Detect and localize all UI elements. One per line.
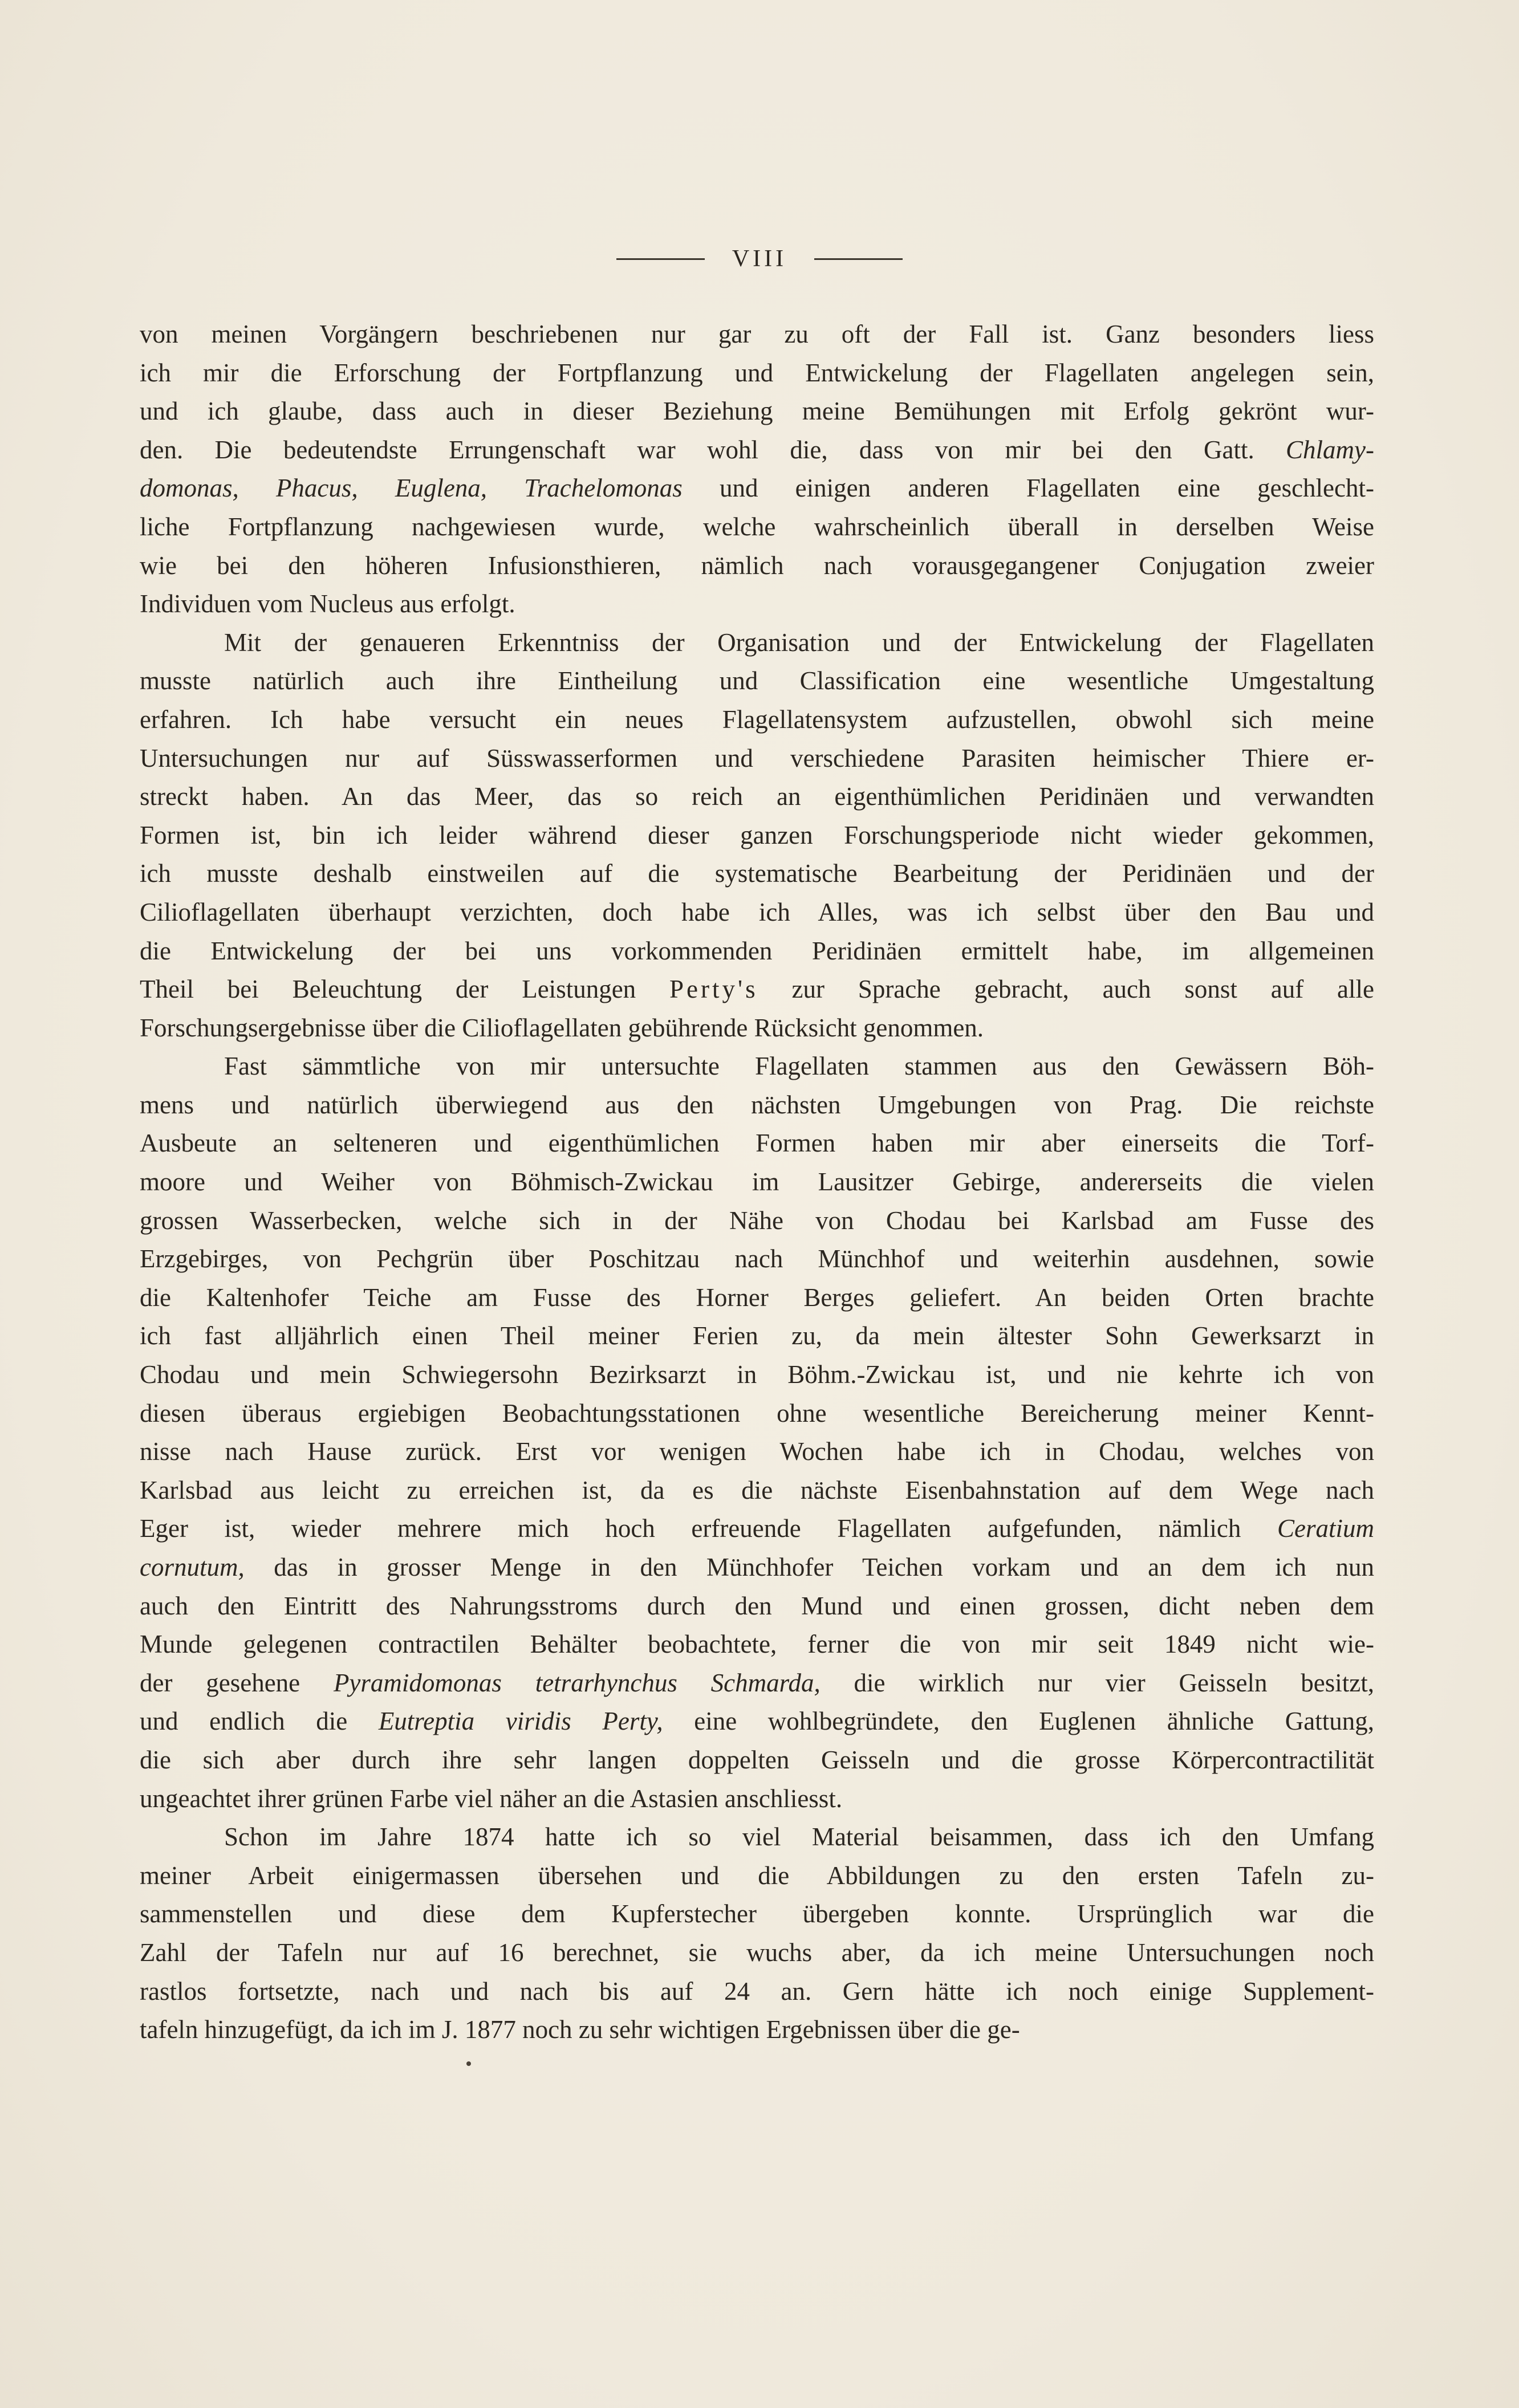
text-run: eine wohlbegründete, den Euglenen ähnliche Gattung, (663, 1707, 1375, 1736)
page-header (0, 245, 1519, 272)
text-run: ich mir die Erforschung der Fortpflanzung und Entwickelung der Flagellaten angelegen sein, (140, 358, 1374, 387)
text-run: musste natürlich auch ihre Eintheilung und Classification eine wesentliche Umgestaltung (140, 666, 1374, 695)
text-run: Eger ist, wieder mehrere mich hoch erfreuende Flagellaten aufgefunden, nämlich (140, 1514, 1277, 1543)
text-line (140, 1510, 1374, 1548)
text-line (140, 1818, 1374, 1857)
text-line (140, 508, 1374, 547)
paragraph (140, 1818, 1374, 2049)
text-run: Untersuchungen nur auf Süsswasserformen und verschiedene Parasiten heimischer Thiere er- (140, 743, 1374, 772)
spaced-name: Perty's (669, 975, 758, 1004)
text-run: der gesehene (140, 1668, 334, 1697)
text-run: zur Sprache gebracht, auch sonst auf alle (758, 975, 1374, 1004)
text-run: die Entwickelung der bei uns vorkommenden Peridinäen ermittelt habe, im allgemeinen (140, 936, 1374, 965)
text-run: Chodau und mein Schwiegersohn Bezirksarzt in Böhm.-Zwickau ist, und nie kehrte ich von (140, 1360, 1374, 1389)
page-number: VIII (732, 246, 787, 272)
text-run: mens und natürlich überwiegend aus den nächsten Umgebungen von Prag. Die reichste (140, 1090, 1374, 1119)
text-line (140, 1664, 1374, 1703)
text-line (140, 855, 1374, 893)
italic-taxon: Ceratium (1277, 1514, 1374, 1543)
text-line (140, 739, 1374, 778)
text-run: Zahl der Tafeln nur auf 16 berechnet, sie wuchs aber, da ich meine Untersuchungen noch (140, 1938, 1374, 1967)
text-run: meiner Arbeit einigermassen übersehen und die Abbildungen zu den ersten Tafeln zu- (140, 1861, 1374, 1890)
text-run: erfahren. Ich habe versucht ein neues Flagellatensystem aufzustellen, obwohl sich meine (140, 705, 1374, 734)
text-run: streckt haben. An das Meer, das so reich an eigenthümlichen Peridinäen und verwandten (140, 782, 1374, 811)
text-line (140, 662, 1374, 701)
text-run: Forschungsergebnisse über die Cilioflagellaten gebührende Rücksicht genommen. (140, 1013, 984, 1042)
text-run: rastlos fortsetzte, nach und nach bis auf 24 an. Gern hätte ich noch einige Supplement- (140, 1976, 1374, 2006)
text-run: Munde gelegenen contractilen Behälter beobachtete, ferner die von mir seit 1849 nicht wie- (140, 1630, 1374, 1659)
text-run: ungeachtet ihrer grünen Farbe viel näher an die Astasien anschliesst. (140, 1784, 843, 1813)
italic-taxon: domonas, Phacus, Euglena, Trachelomonas (140, 474, 683, 503)
text-line (140, 1086, 1374, 1125)
text-run: Mit der genaueren Erkenntniss der Organisation und der Entwickelung der Flagellaten (224, 628, 1374, 657)
italic-taxon: cornutum, (140, 1553, 245, 1581)
text-run: Schon im Jahre 1874 hatte ich so viel Material beisammen, dass ich den Umfang (224, 1823, 1374, 1852)
text-line (140, 1702, 1374, 1741)
text-line (140, 547, 1374, 585)
text-line (140, 1587, 1374, 1626)
text-line (140, 1972, 1374, 2011)
text-run: Individuen vom Nucleus aus erfolgt. (140, 589, 515, 619)
text-run: Erzgebirges, von Pechgrün über Poschitzau nach Münchhof und weiterhin ausdehnen, sowie (140, 1244, 1374, 1274)
text-line (140, 469, 1374, 508)
text-run: auch den Eintritt des Nahrungsstroms durch den Mund und einen grossen, dicht neben dem (140, 1591, 1374, 1620)
text-run: liche Fortpflanzung nachgewiesen wurde, welche wahrscheinlich überall in derselben Weise (140, 512, 1374, 541)
header-rule-right (814, 258, 903, 260)
italic-taxon: Eutreptia viridis Perty, (378, 1707, 663, 1736)
text-run: Formen ist, bin ich leider während dieser ganzen Forschungsperiode nicht wieder gekommen, (140, 820, 1374, 849)
text-line (140, 1279, 1374, 1317)
text-line (140, 315, 1374, 354)
text-line (140, 1163, 1374, 1202)
text-line (140, 1202, 1374, 1240)
ink-speck (466, 2061, 471, 2066)
text-line (140, 1741, 1374, 1780)
text-line (140, 1356, 1374, 1394)
text-run: moore und Weiher von Böhmisch-Zwickau im Lausitzer Gebirge, andererseits die vielen (140, 1168, 1374, 1197)
text-run: den. Die bedeutendste Errungenschaft war wohl die, dass von mir bei den Gatt. (140, 435, 1286, 464)
text-line (140, 816, 1374, 855)
text-line (140, 392, 1374, 431)
text-run: Ausbeute an selteneren und eigenthümlichen Formen haben mir aber einerseits die Torf- (140, 1129, 1374, 1158)
text-run: wie bei den höheren Infusionsthieren, nämlich nach vorausgegangener Conjugation zweier (140, 551, 1374, 580)
text-line (140, 1548, 1374, 1587)
text-line (140, 1625, 1374, 1664)
text-run: und endlich die (140, 1707, 379, 1736)
text-run: die sich aber durch ihre sehr langen doppelten Geisseln und die grosse Körpercontractilität (140, 1745, 1374, 1774)
paragraph (140, 315, 1374, 624)
text-line (140, 932, 1374, 971)
text-line (140, 431, 1374, 470)
text-line (140, 1895, 1374, 1934)
text-run: und einigen anderen Flagellaten eine geschlecht- (682, 474, 1374, 503)
paragraph (140, 1047, 1374, 1818)
text-run: und ich glaube, dass auch in dieser Beziehung meine Bemühungen mit Erfolg gekrönt wur- (140, 397, 1374, 426)
text-line (140, 1009, 1374, 1048)
body-text (140, 315, 1374, 2049)
text-run: Theil bei Beleuchtung der Leistungen (140, 975, 670, 1004)
text-line (140, 1240, 1374, 1279)
text-line (140, 701, 1374, 739)
text-run: die wirklich nur vier Geisseln besitzt, (820, 1668, 1374, 1697)
text-run: ich fast alljährlich einen Theil meiner Ferien zu, da mein ältester Sohn Gewerksarzt in (140, 1321, 1374, 1351)
header-rule-left (616, 258, 705, 260)
text-line (140, 1471, 1374, 1510)
text-run: von meinen Vorgängern beschriebenen nur gar zu oft der Fall ist. Ganz besonders liess (140, 320, 1374, 348)
text-line (140, 893, 1374, 932)
text-run: nisse nach Hause zurück. Erst vor wenigen Wochen habe ich in Chodau, welches von (140, 1437, 1374, 1466)
text-run: das in grosser Menge in den Münchhofer Teichen vorkam und an dem ich nun (244, 1553, 1374, 1581)
text-line (140, 624, 1374, 662)
text-run: tafeln hinzugefügt, da ich im J. 1877 noch zu sehr wichtigen Ergebnissen über die ge- (140, 2015, 1020, 2044)
text-run: die Kaltenhofer Teiche am Fusse des Horner Berges geliefert. An beiden Orten brachte (140, 1283, 1374, 1312)
paragraph (140, 624, 1374, 1048)
text-line (140, 1780, 1374, 1819)
text-line (140, 1433, 1374, 1471)
text-run: Karlsbad aus leicht zu erreichen ist, da es die nächste Eisenbahnstation auf dem Wege nach (140, 1475, 1374, 1504)
text-line (140, 354, 1374, 393)
text-line (140, 1857, 1374, 1896)
italic-taxon: Pyramidomonas tetrarhynchus Schmarda, (333, 1668, 821, 1697)
text-line (140, 970, 1374, 1009)
text-line (140, 585, 1374, 624)
text-run: Fast sämmtliche von mir untersuchte Flagellaten stammen aus den Gewässern Böh- (224, 1052, 1374, 1081)
text-run: diesen überaus ergiebigen Beobachtungsstationen ohne wesentliche Bereicherung meiner Kennt- (140, 1398, 1374, 1427)
text-run: grossen Wasserbecken, welche sich in der Nähe von Chodau bei Karlsbad am Fusse des (140, 1206, 1374, 1235)
text-line (140, 1124, 1374, 1163)
italic-taxon: Chlamy- (1286, 435, 1374, 464)
text-line (140, 778, 1374, 816)
text-run: ich musste deshalb einstweilen auf die systematische Bearbeitung der Peridinäen und der (140, 859, 1374, 888)
text-line (140, 1317, 1374, 1356)
text-run: Cilioflagellaten überhaupt verzichten, doch habe ich Alles, was ich selbst über den Bau und (140, 897, 1374, 926)
text-line (140, 1934, 1374, 1972)
text-line (140, 1047, 1374, 1086)
text-line (140, 2011, 1374, 2049)
text-run: sammenstellen und diese dem Kupferstecher übergeben konnte. Ursprünglich war die (140, 1899, 1374, 1929)
text-line (140, 1394, 1374, 1433)
